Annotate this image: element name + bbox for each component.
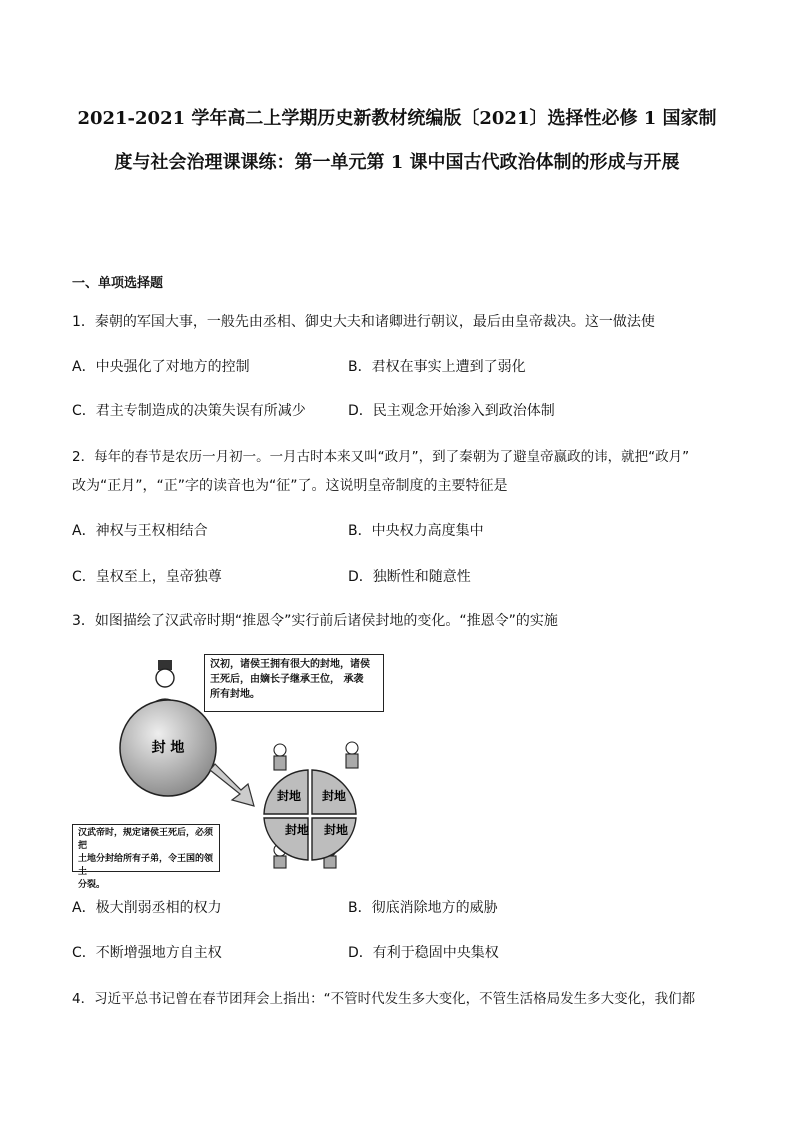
- small-fief-label-1: 封地: [276, 789, 302, 803]
- doc-title-line-2: 度与社会治理课课练：第一单元第 1 课中国古代政治体制的形成与开展: [114, 152, 680, 173]
- divided-fiefs: [264, 770, 356, 860]
- question-1-stem: 1．秦朝的军国大事，一般先由丞相、御史大夫和诸卿进行朝议，最后由皇帝裁决。这一做法使: [72, 314, 655, 330]
- q2-option-b: B．中央权力高度集中: [348, 523, 484, 539]
- tuienling-illustration: [72, 654, 384, 890]
- q1-option-c: C．君主专制造成的决策失误有所减少: [72, 403, 306, 419]
- caption-before-line-1: 汉初，诸侯王拥有很大的封地，诸侯: [210, 659, 370, 670]
- doc-title-line-1: 2021-2021 学年高二上学期历史新教材统编版〔2021〕选择性必修 1 国家制: [77, 108, 717, 129]
- caption-before-line-2: 王死后，由嫡长子继承王位， 承袭: [210, 674, 364, 685]
- q2-option-c: C．皇权至上，皇帝独尊: [72, 569, 222, 585]
- caption-before-line-3: 所有封地。: [210, 689, 260, 700]
- q1-option-a: A．中央强化了对地方的控制: [72, 359, 250, 375]
- question-4-stem: 4．习近平总书记曾在春节团拜会上指出：“不管时代发生多大变化，不管生活格局发生多大变化，我们都: [72, 991, 696, 1007]
- q3-option-a: A．极大削弱丞相的权力: [72, 900, 222, 916]
- small-fief-label-2: 封地: [321, 789, 347, 803]
- caption-after-line-1: 汉武帝时，规定诸侯王死后，必须把: [78, 828, 214, 851]
- caption-after: [72, 824, 220, 890]
- big-fief-label: 封 地: [151, 740, 185, 756]
- q1-option-b: B．君权在事实上遭到了弱化: [348, 359, 526, 375]
- caption-after-line-3: 分裂。: [78, 880, 106, 890]
- arrow-icon: [210, 764, 254, 806]
- small-fief-label-4: 封地: [323, 823, 349, 837]
- small-fief-label-3: 封地: [284, 823, 310, 837]
- caption-after-line-2: 土地分封给所有子弟，令王国的领土: [78, 854, 214, 877]
- q2-option-a: A．神权与王权相结合: [72, 523, 208, 539]
- q3-option-b: B．彻底消除地方的威胁: [348, 900, 498, 916]
- q3-option-c: C．不断增强地方自主权: [72, 945, 222, 961]
- q3-option-d: D．有利于稳固中央集权: [348, 945, 499, 961]
- caption-before: [204, 654, 384, 712]
- q1-option-d: D．民主观念开始渗入到政治体制: [348, 403, 555, 419]
- question-2-stem-line-2: 改为“正月”，“正”字的读音也为“征”了。这说明皇帝制度的主要特征是: [72, 478, 508, 494]
- question-2-stem-line-1: 2．每年的春节是农历一月初一。一月古时本来又叫“政月”，到了秦朝为了避皇帝嬴政的讳，就把“政月”: [72, 449, 690, 465]
- section-heading: 一、单项选择题: [72, 276, 164, 291]
- question-3-stem: 3．如图描绘了汉武帝时期“推恩令”实行前后诸侯封地的变化。“推恩令”的实施: [72, 613, 558, 629]
- q2-option-d: D．独断性和随意性: [348, 569, 471, 585]
